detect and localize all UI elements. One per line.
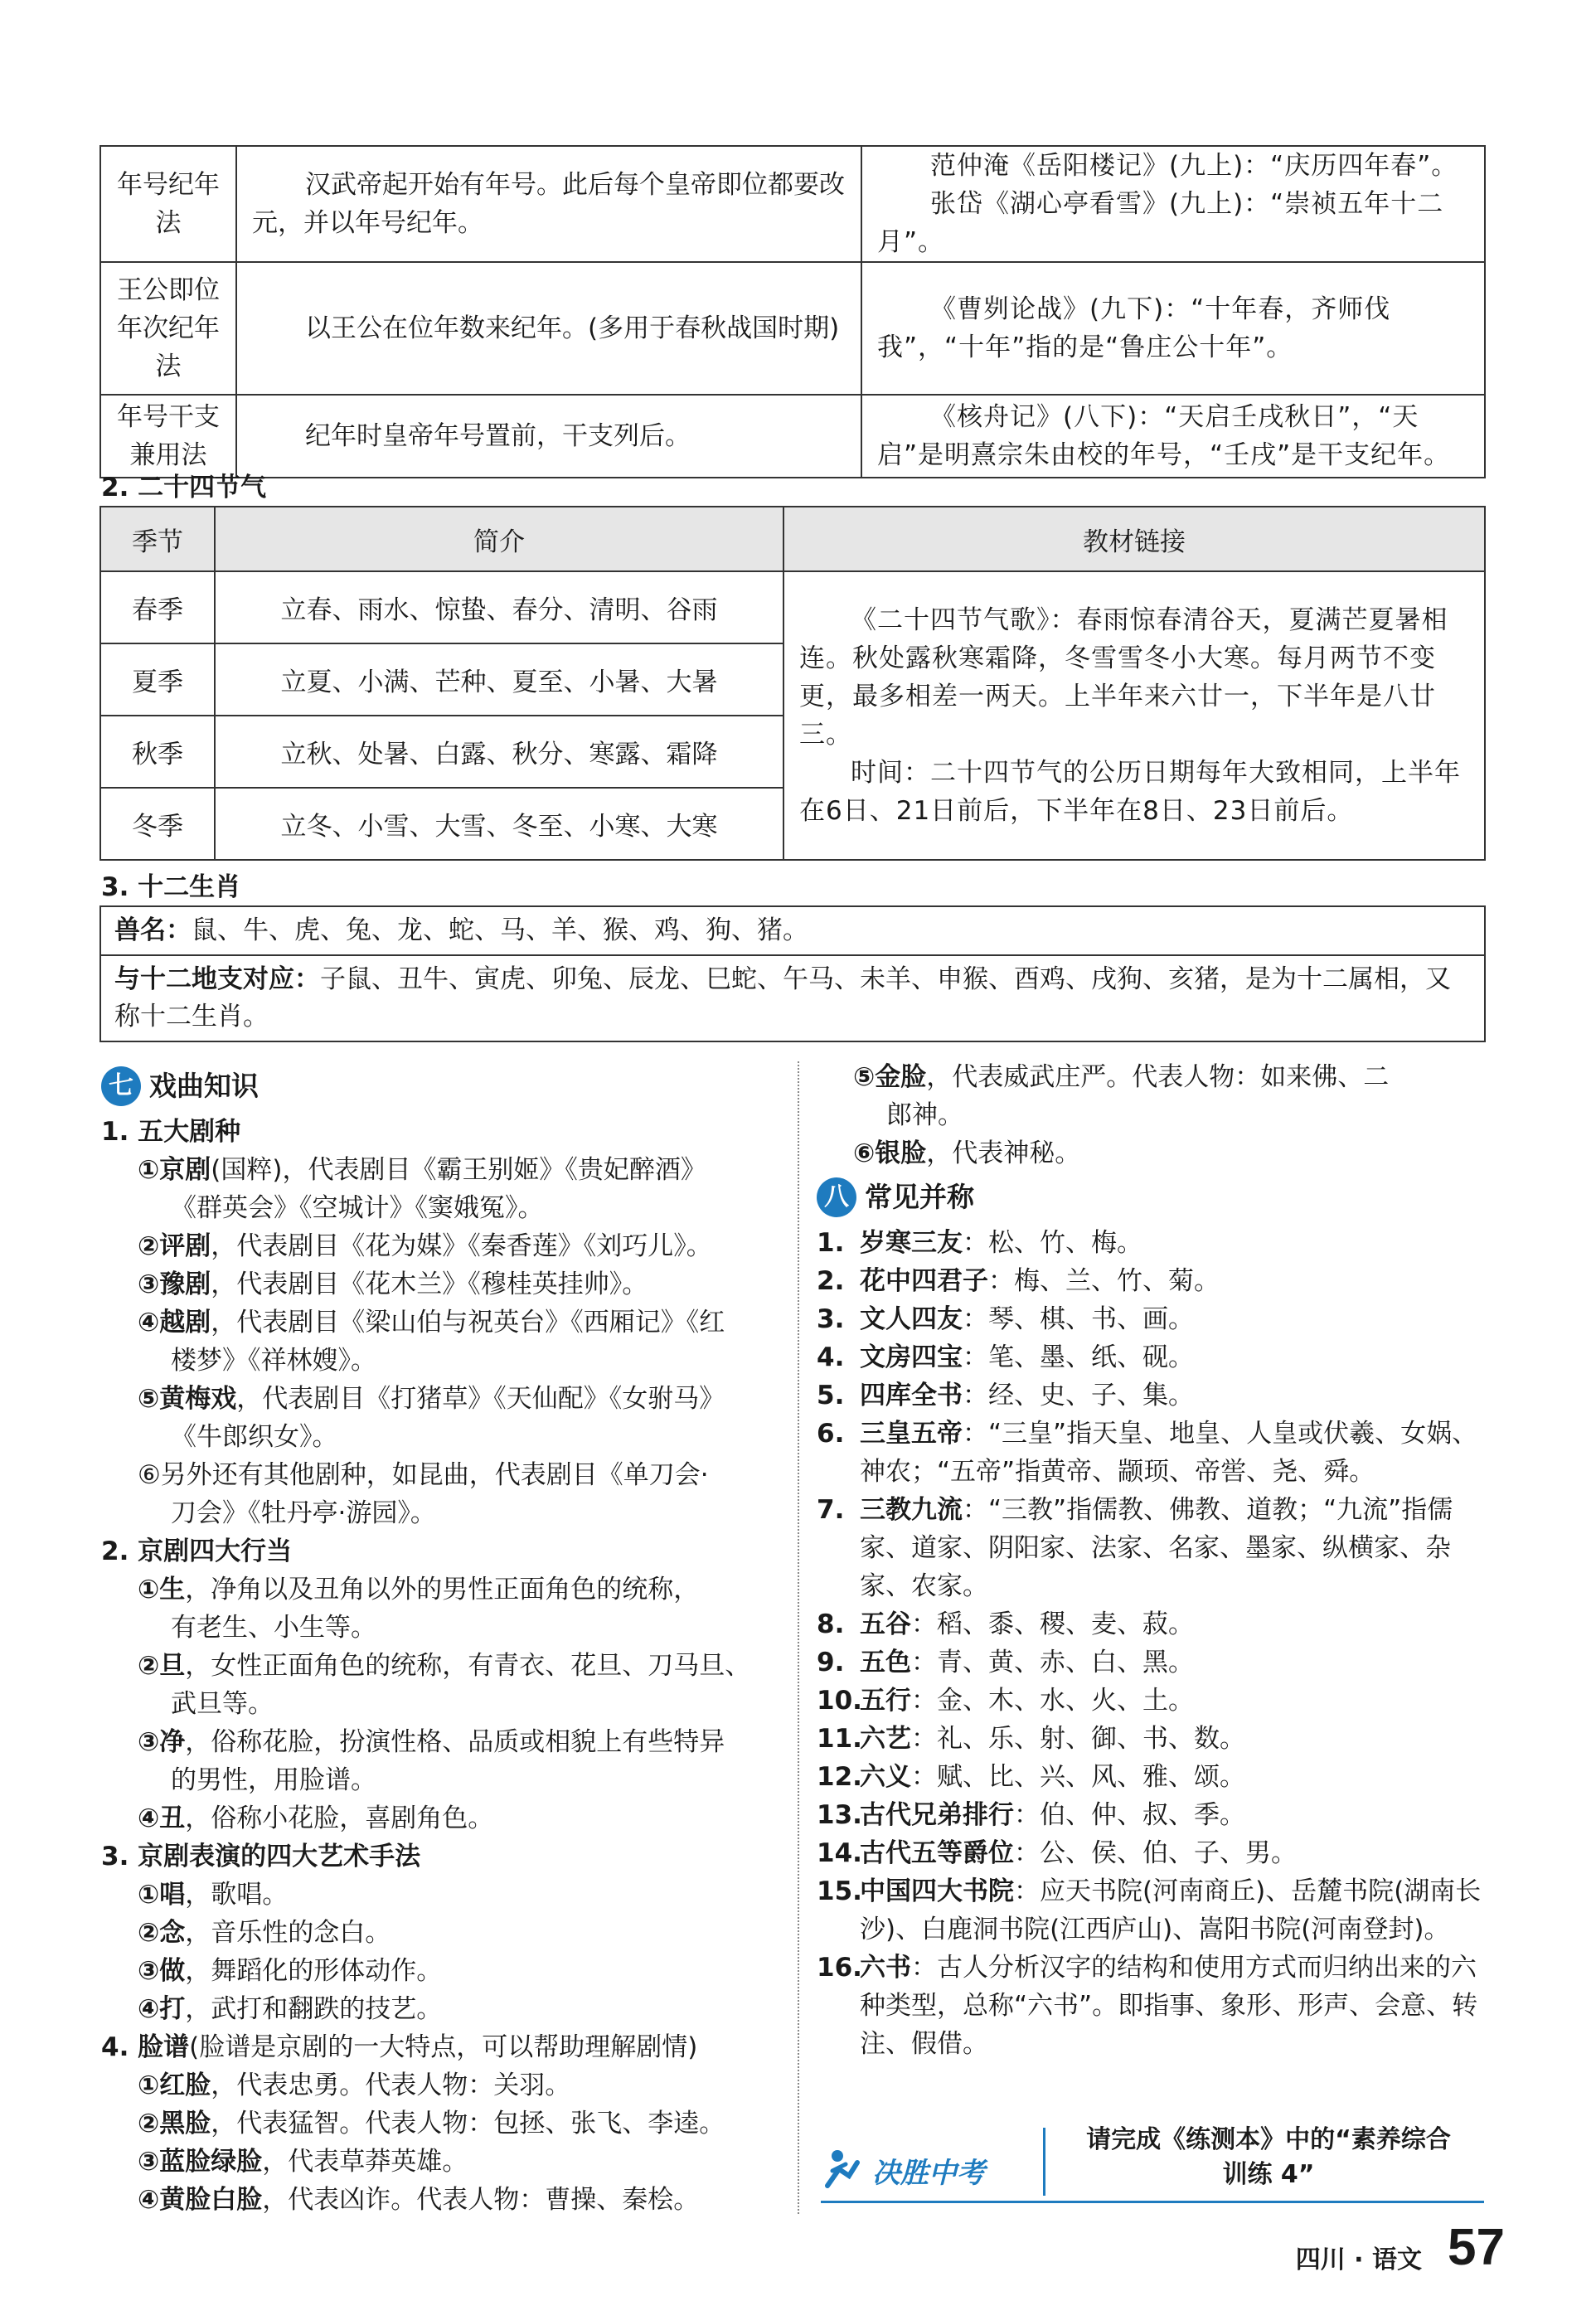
- item-number: 4.: [817, 1342, 845, 1372]
- item-text: ，代表威武庄严。代表人物：如来佛、二: [926, 1062, 1390, 1092]
- techniques-list: [101, 1876, 781, 2028]
- opera-types-list: [101, 1151, 781, 1532]
- item-number: 11.: [817, 1724, 862, 1754]
- item-number: 14.: [817, 1838, 862, 1868]
- badge-title: 常见并称: [865, 1181, 974, 1213]
- item-text: ，代表神秘。: [926, 1138, 1081, 1168]
- subsection-title: [101, 2028, 781, 2066]
- item-text: ，武打和翻跌的技艺。: [185, 1994, 443, 2024]
- list-item-cont: 的男性，用脸谱。: [171, 1765, 376, 1795]
- calendar-methods-table: [99, 145, 1486, 478]
- item-number: 7.: [817, 1495, 845, 1525]
- table-row: [100, 262, 1485, 395]
- list-item: [101, 2181, 781, 2219]
- item-cont: 道家、阴阳家、法家、名家、墨家、纵横家、杂家、农家。: [860, 1533, 1451, 1601]
- list-item: [101, 1303, 781, 1342]
- list-item: [101, 1227, 781, 1265]
- common-names-list: [817, 1224, 1488, 2063]
- footer-divider: [1043, 2128, 1045, 2196]
- list-item: [817, 1058, 1488, 1096]
- section-title-zodiac: 3. 十二生肖: [101, 872, 241, 902]
- item-number: 1.: [817, 1228, 845, 1258]
- item-bold: 文人四友: [860, 1304, 963, 1334]
- section-badge-common-names: [817, 1177, 974, 1217]
- item-text: ，音乐性的念白。: [185, 1918, 391, 1948]
- footer-note-line: 请完成《练测本》中的“素养综合: [1086, 2125, 1451, 2154]
- item-text: ：“三教”指儒教、佛教、道教；“九流”指儒家、: [860, 1495, 1453, 1563]
- item-text: ：琴、棋、书、画。: [963, 1304, 1194, 1334]
- list-item: ⑥另外还有其他剧种，如昆曲，代表剧目《单刀会·: [138, 1460, 709, 1490]
- list-item: [101, 1723, 781, 1761]
- item-number: 12.: [817, 1762, 862, 1792]
- logo-text: 决胜中考: [872, 2157, 985, 2190]
- item-bold: ②旦: [138, 1651, 186, 1681]
- subsection-title: 3. 京剧表演的四大艺术手法: [101, 1842, 421, 1871]
- item-number: 6.: [817, 1419, 845, 1449]
- item-number: 9.: [817, 1648, 845, 1677]
- item-text: ，歌唱。: [185, 1880, 289, 1910]
- zodiac-animals-cell: [100, 906, 1485, 955]
- footer-note: [1070, 2123, 1467, 2192]
- item-text: ，代表凶诈。代表人物：曹操、秦桧。: [262, 2185, 700, 2215]
- item-bold: ③做: [138, 1956, 186, 1986]
- subsection-title: 2. 京剧四大行当: [101, 1536, 293, 1566]
- example-line: 范仲淹《岳阳楼记》(九上)：“庆历四年春”。: [930, 151, 1458, 181]
- item-bold: ④黄脸白脸: [138, 2185, 263, 2215]
- solar-terms-table: [99, 506, 1486, 861]
- list-item-cont: 武旦等。: [171, 1689, 274, 1719]
- list-item: [101, 1151, 781, 1189]
- item-text: ：古人分析汉字的结构和使用方式而归纳出: [911, 1953, 1400, 1983]
- badge-title: 戏曲知识: [149, 1070, 259, 1102]
- item-bold: 五谷: [860, 1609, 911, 1639]
- header-link: 教材链接: [783, 507, 1485, 571]
- textbook-link-cell: [783, 571, 1485, 860]
- description-cell: 汉武帝起开始有年号。此后每个皇帝即位都要改元，并以年号纪年。: [236, 146, 861, 262]
- item-number: 10.: [817, 1686, 862, 1716]
- example-cell: 《曹刿论战》(九下)：“十年春，齐师伐我”，“十年”指的是“鲁庄公十年”。: [861, 262, 1485, 395]
- example-cell: 《核舟记》(八下)：“天启壬戌秋日”，“天启”是明熹宗朱由校的年号，“壬戌”是干支纪年。: [861, 395, 1485, 478]
- item-bold: 六艺: [860, 1724, 911, 1754]
- item-bold: ②黑脸: [138, 2109, 211, 2138]
- roles-list: [101, 1570, 781, 1837]
- list-item-cont: 《群英会》《空城计》《窦娥冤》。: [171, 1193, 544, 1223]
- table-row: [100, 955, 1485, 1041]
- list-item: [817, 1300, 1488, 1338]
- list-item: [817, 1415, 1488, 1491]
- item-bold: ④打: [138, 1994, 186, 2024]
- item-bold: 花中四君子: [860, 1266, 988, 1296]
- category-cell: 年号干支兼用法: [100, 395, 236, 478]
- item-bold: ⑤金脸: [853, 1062, 927, 1092]
- footer-note-line: 训练 4”: [1222, 2160, 1315, 2189]
- item-bold: ③蓝脸绿脸: [138, 2147, 263, 2177]
- column-divider: [798, 1061, 799, 2214]
- list-item-cont: 楼梦》《祥林嫂》。: [171, 1346, 376, 1376]
- item-bold: 古代五等爵位: [860, 1838, 1014, 1868]
- item-bold: ①红脸: [138, 2070, 211, 2100]
- category-cell: 年号纪年法: [100, 146, 236, 262]
- list-item: [101, 1876, 781, 1914]
- list-item: [817, 1720, 1488, 1758]
- item-number: 3.: [817, 1304, 845, 1334]
- list-item: [817, 1605, 1488, 1643]
- item-bold: 六书: [860, 1953, 911, 1983]
- item-number: 13.: [817, 1800, 862, 1830]
- item-bold: ②评剧: [138, 1231, 211, 1261]
- badge-number: 七: [101, 1066, 141, 1106]
- item-cont: 神农；“五帝”指黄帝、颛顼、帝喾、尧、舜。: [860, 1457, 1375, 1487]
- terms-cell: 立秋、处暑、白露、秋分、寒露、霜降: [215, 716, 783, 788]
- item-bold: 四库全书: [860, 1381, 963, 1410]
- page-number: 57: [1448, 2219, 1505, 2276]
- item-text: (国粹)，代表剧目《霸王别姬》《贵妃醉酒》: [211, 1155, 706, 1185]
- season-cell: 冬季: [100, 788, 215, 860]
- list-item: [101, 1914, 781, 1952]
- zodiac-table: [99, 905, 1486, 1042]
- item-text: ：梅、兰、竹、菊。: [988, 1266, 1220, 1296]
- item-text: ，舞蹈化的形体动作。: [185, 1956, 443, 1986]
- item-text: ：“三皇”指天皇、地皇、人皇或伏羲、女娲、: [963, 1419, 1478, 1449]
- item-text: ，净角以及丑角以外的男性正面角色的统称，: [185, 1575, 700, 1604]
- item-text: ：松、竹、梅。: [963, 1228, 1142, 1258]
- section-title-solar-terms: 2. 二十四节气: [101, 473, 267, 502]
- item-text: ，代表猛智。代表人物：包拯、张飞、李逵。: [211, 2109, 725, 2138]
- list-item: [101, 2104, 781, 2143]
- item-text: ，代表剧目《打猪草》《天仙配》《女驸马》: [236, 1384, 725, 1414]
- item-text: ：伯、仲、叔、季。: [1014, 1800, 1245, 1830]
- list-item: [817, 1491, 1488, 1605]
- season-cell: 夏季: [100, 643, 215, 716]
- item-text: ，代表剧目《花为媒》《秦香莲》《刘巧儿》。: [211, 1231, 712, 1261]
- subsection-title: 1. 五大剧种: [101, 1117, 241, 1147]
- item-bold: 五行: [860, 1686, 911, 1716]
- song-paragraph: 《二十四节气歌》：春雨惊春清谷天，夏满芒夏暑相连。秋处露秋寒霜降，冬雪雪冬小大寒。每月两节不变更，最多相差一两天。上半年来六廿一，下半年是八廿三。: [799, 605, 1448, 750]
- item-number: 15.: [817, 1876, 862, 1906]
- item-bold: ①生: [138, 1575, 186, 1604]
- description-cell: 以王公在位年数来纪年。(多用于春秋战国时期): [236, 262, 861, 395]
- left-column: [101, 1061, 781, 2219]
- time-paragraph: 时间：二十四节气的公历日期每年大致相同，上半年在6日、21日前后，下半年在8日、23日前后。: [799, 758, 1461, 826]
- item-number: 16.: [817, 1953, 862, 1983]
- badge-number: 八: [817, 1177, 856, 1217]
- item-bold: 4. 脸谱: [101, 2032, 190, 2062]
- item-text: ：礼、乐、射、御、书、数。: [911, 1724, 1245, 1754]
- item-text: ：青、黄、赤、白、黑。: [911, 1648, 1194, 1677]
- list-item: [817, 1643, 1488, 1682]
- table-row: [100, 906, 1485, 955]
- footer-reminder: [821, 2123, 1484, 2206]
- list-item: [101, 1952, 781, 1990]
- item-text: ：应天书院(河南商丘)、岳麓书院: [1014, 1876, 1395, 1906]
- terms-cell: 立夏、小满、芒种、夏至、小暑、大暑: [215, 643, 783, 716]
- list-item: [101, 1990, 781, 2028]
- list-item-cont: 刀会》《牡丹亭·游园》。: [171, 1498, 436, 1528]
- item-number: 8.: [817, 1609, 845, 1639]
- item-bold: 古代兄弟排行: [860, 1800, 1014, 1830]
- item-bold: 中国四大书院: [860, 1876, 1014, 1906]
- description-cell: 纪年时皇帝年号置前，干支列后。: [236, 395, 861, 478]
- item-text: ，俗称花脸，扮演性格、品质或相貌上有些特异: [185, 1727, 725, 1757]
- table-row: [100, 146, 1485, 262]
- item-text: ：赋、比、兴、风、雅、颂。: [911, 1762, 1245, 1792]
- list-item-cont: 有老生、小生等。: [171, 1613, 376, 1643]
- item-bold: ⑤黄梅戏: [138, 1384, 237, 1414]
- item-bold: 三皇五帝: [860, 1419, 963, 1449]
- item-text: ：经、史、子、集。: [963, 1381, 1194, 1410]
- season-cell: 秋季: [100, 716, 215, 788]
- item-bold: ①唱: [138, 1880, 186, 1910]
- right-column: [817, 1058, 1488, 2063]
- list-item-cont: 郎神。: [886, 1100, 963, 1130]
- item-bold: ③净: [138, 1727, 186, 1757]
- row-text: 子鼠、丑牛、寅虎、卯兔、辰龙、巳蛇、午马、未羊、申猴、酉鸡、戌狗、亥猪，是为十二属相，又称十二生肖。: [114, 964, 1451, 1032]
- header-intro: 简介: [215, 507, 783, 571]
- footer-rule: [821, 2201, 1484, 2203]
- terms-cell: 立春、雨水、惊蛰、春分、清明、谷雨: [215, 571, 783, 643]
- list-item: [817, 1338, 1488, 1376]
- item-bold: ②念: [138, 1918, 186, 1948]
- row-text: 鼠、牛、虎、兔、龙、蛇、马、羊、猴、鸡、狗、猪。: [192, 915, 808, 945]
- header-season: 季节: [100, 507, 215, 571]
- list-item-cont: 《牛郎织女》。: [171, 1422, 338, 1452]
- table-row: [100, 395, 1485, 478]
- list-item: [817, 1796, 1488, 1834]
- list-item: [817, 1949, 1488, 2063]
- item-bold: ⑥银脸: [853, 1138, 927, 1168]
- item-text: ，女性正面角色的统称，有青衣、花旦、刀马旦、: [185, 1651, 751, 1681]
- list-item: [817, 1262, 1488, 1300]
- header-row: [100, 507, 1485, 571]
- list-item: [101, 1380, 781, 1418]
- list-item: [101, 1570, 781, 1609]
- item-bold: ④丑: [138, 1803, 186, 1833]
- row-label: 兽名：: [114, 915, 192, 945]
- list-item: [817, 1682, 1488, 1720]
- row-label: 与十二地支对应：: [114, 964, 320, 994]
- item-bold: 三教九流: [860, 1495, 963, 1525]
- item-number: 5.: [817, 1381, 845, 1410]
- table-row: [100, 571, 1485, 643]
- item-text: (脸谱是京剧的一大特点，可以帮助理解剧情): [189, 2032, 698, 2062]
- item-text: ，俗称小花脸，喜剧角色。: [185, 1803, 494, 1833]
- list-item: [817, 1834, 1488, 1872]
- list-item: [101, 2066, 781, 2104]
- item-bold: ④越剧: [138, 1308, 211, 1337]
- item-text: ：笔、墨、纸、砚。: [963, 1342, 1194, 1372]
- province-subject: 四川 · 语文: [1295, 2245, 1422, 2274]
- list-item: [101, 1265, 781, 1303]
- item-cont: 来的六种类型，总称“六书”。即指事、象形、形声、会意、转注、假借。: [860, 1953, 1478, 2059]
- example-cell: [861, 146, 1485, 262]
- item-cont: (湖南长沙)、白鹿洞书院(江西庐山)、嵩阳书院(河南登封)。: [860, 1876, 1482, 1944]
- item-bold: ③豫剧: [138, 1269, 211, 1299]
- season-cell: 春季: [100, 571, 215, 643]
- section-badge-opera: [101, 1066, 259, 1106]
- list-item: [101, 2143, 781, 2181]
- item-text: ，代表剧目《梁山伯与祝英台》《西厢记》《红: [211, 1308, 725, 1337]
- terms-cell: 立冬、小雪、大雪、冬至、小寒、大寒: [215, 788, 783, 860]
- example-line: 张岱《湖心亭看雪》(九上)：“崇祯五年十二月”。: [877, 189, 1444, 257]
- item-bold: 文房四宝: [860, 1342, 963, 1372]
- item-number: 2.: [817, 1266, 845, 1296]
- facial-makeup-list: [101, 2066, 781, 2219]
- item-bold: 六义: [860, 1762, 911, 1792]
- list-item: [817, 1376, 1488, 1415]
- item-bold: 岁寒三友: [860, 1228, 963, 1258]
- list-item: [817, 1224, 1488, 1262]
- list-item: [817, 1758, 1488, 1796]
- zodiac-branches-cell: [100, 955, 1485, 1041]
- item-bold: ①京剧: [138, 1155, 211, 1185]
- item-text: ，代表草莽英雄。: [262, 2147, 468, 2177]
- item-text: ，代表剧目《花木兰》《穆桂英挂帅》。: [211, 1269, 648, 1299]
- item-text: ：公、侯、伯、子、男。: [1014, 1838, 1297, 1868]
- list-item: [817, 1872, 1488, 1949]
- list-item: [101, 1647, 781, 1685]
- category-cell: 王公即位年次纪年法: [100, 262, 236, 395]
- list-item: [817, 1134, 1488, 1172]
- item-text: ，代表忠勇。代表人物：关羽。: [211, 2070, 571, 2100]
- item-text: ：金、木、水、火、土。: [911, 1686, 1194, 1716]
- item-text: ：稻、黍、稷、麦、菽。: [911, 1609, 1194, 1639]
- list-item: [101, 1799, 781, 1837]
- item-bold: 五色: [860, 1648, 911, 1677]
- runner-logo-icon: [821, 2146, 1061, 2196]
